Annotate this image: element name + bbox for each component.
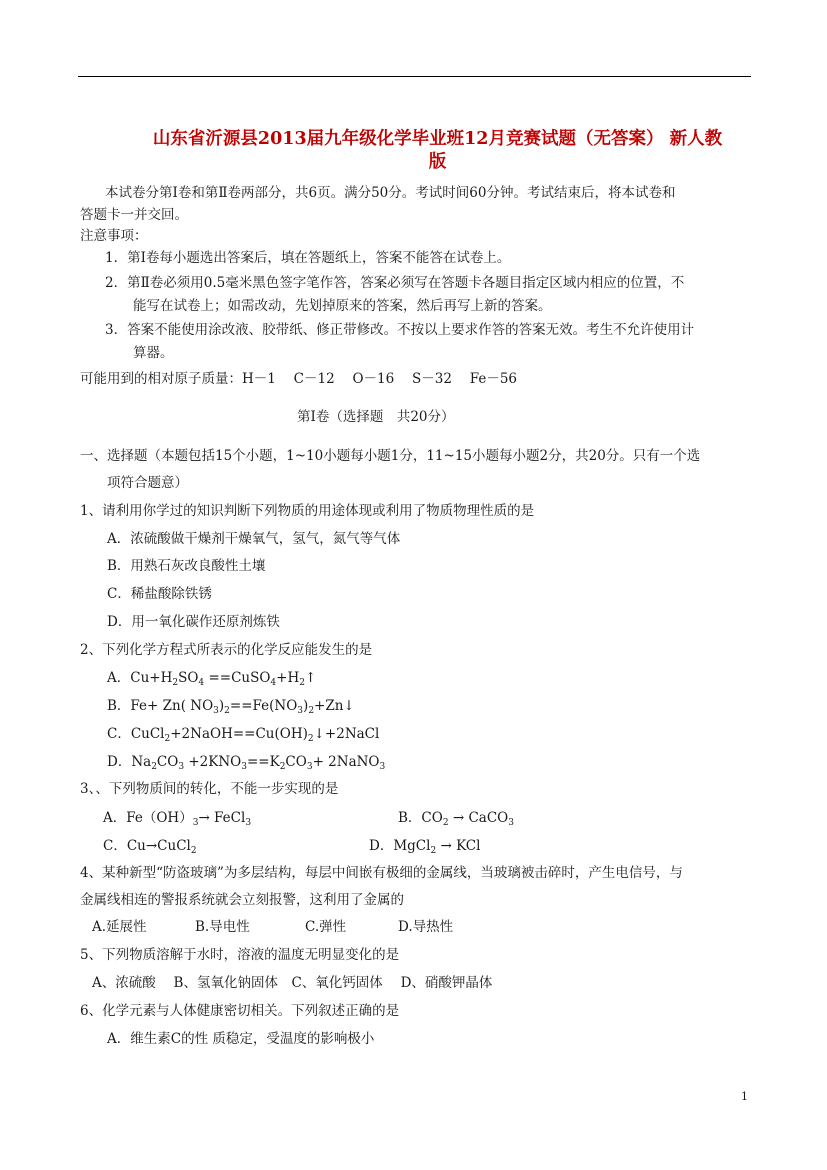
q3-option-d: D．MgCl$_2$ → KCl [369,838,481,856]
note-2-line-2: 能写在试卷上；如需改动，先划掉原来的答案，然后再写上新的答案。 [133,298,552,314]
q2-option-b: B．Fe+ Zn( $NO_3)_2==Fe(NO_3)_2+Zn↓$ [107,698,355,716]
q2-option-d: D．$Na_2CO_3 +2KNO_3==K_2CO_3+$ 2NaNO$_3$ [107,754,386,772]
q6-option-a: A．维生素C的性 质稳定，受温度的影响极小 [107,1031,375,1047]
atomic-masses: 可能用到的相对原子质量：H－1 C－12 O－16 S－32 Fe－56 [80,371,518,387]
notes-heading: 注意事项： [80,228,148,244]
q5-stem: 5、下列物质溶解于水时，溶液的温度无明显变化的是 [80,947,400,963]
header-rule [78,76,751,77]
q4-option-b: B.导电性 [195,919,250,935]
q3-option-c: C．Cu→CuCl$_2$ [103,838,197,856]
q3-stem: 3、、下列物质间的转化，不能一步实现的是 [80,781,339,797]
title-line-1: 山东省沂源县2013届九年级化学毕业班12月竞赛试题（无答案） 新人教 [152,129,723,149]
page-number: 1 [741,1090,748,1103]
q3-option-a: A．$Fe(OH)_3\to$ FeCl$_3$ [103,810,252,828]
q2-stem: 2、下列化学方程式所表示的化学反应能发生的是 [80,642,373,658]
note-1: 1．第Ⅰ卷每小题选出答案后，填在答题纸上，答案不能答在试卷上。 [105,250,511,266]
section-title: 第Ⅰ卷（选择题 共20分） [297,409,455,425]
q1-option-d: D．用一氧化碳作还原剂炼铁 [107,614,280,630]
part1-line-1: 一、选择题（本题包括15个小题，1~10小题每小题1分，11~15小题每小题2分，共20分。只有一个选 [80,448,701,464]
intro-line-1: 本试卷分第Ⅰ卷和第Ⅱ卷两部分，共6页。满分50分。考试时间60分钟。考试结束后，将本试卷和 [105,185,676,201]
q4-option-a: A.延展性 [92,919,147,935]
title-line-2: 版 [428,152,447,172]
q1-option-c: C．稀盐酸除铁锈 [107,586,212,602]
q6-stem: 6、化学元素与人体健康密切相关。下列叙述正确的是 [80,1003,400,1019]
part1-line-2: 项符合题意） [107,475,188,491]
note-3-line-2: 算器。 [133,345,174,361]
q1-option-b: B．用熟石灰改良酸性土壤 [107,558,266,574]
intro-line-2: 答题卡一并交回。 [80,207,188,223]
q5-options: A、浓硫酸 B、氢氧化钠固体 C、氧化钙固体 D、硝酸钾晶体 [92,975,493,991]
q2-option-a: A．$Cu+H_2SO_4$ $==CuSO_4+H_2↑$ [107,670,317,688]
q4-option-d: D.导热性 [398,919,454,935]
note-3-line-1: 3．答案不能使用涂改液、胶带纸、修正带修改。不按以上要求作答的答案无效。考生不允许使用计 [105,322,695,338]
document-title [115,128,760,174]
q2-option-c: C．$CuCl_2+2NaOH==Cu(OH)_2↓+2NaCl$ [107,726,380,744]
q4-stem-line-2: 金属线相连的警报系统就会立刻报警，这利用了金属的 [80,892,404,908]
q4-option-c: C.弹性 [305,919,347,935]
q4-stem-line-1: 4、某种新型“防盗玻璃”为多层结构，每层中间嵌有极细的金属线，当玻璃被击碎时，产生电信号，与 [80,865,683,881]
note-2-line-1: 2．第Ⅱ卷必须用0.5毫米黑色签字笔作答，答案必须写在答题卡各题目指定区域内相应的位置，不 [105,275,685,291]
q1-stem: 1、请利用你学过的知识判断下列物质的用途体现或利用了物质物理性质的是 [80,503,535,519]
q1-option-a: A．浓硫酸做干燥剂干燥氧气，氢气，氮气等气体 [107,531,401,547]
q3-option-b: B．$CO_2$ → CaCO$_3$ [398,810,514,828]
